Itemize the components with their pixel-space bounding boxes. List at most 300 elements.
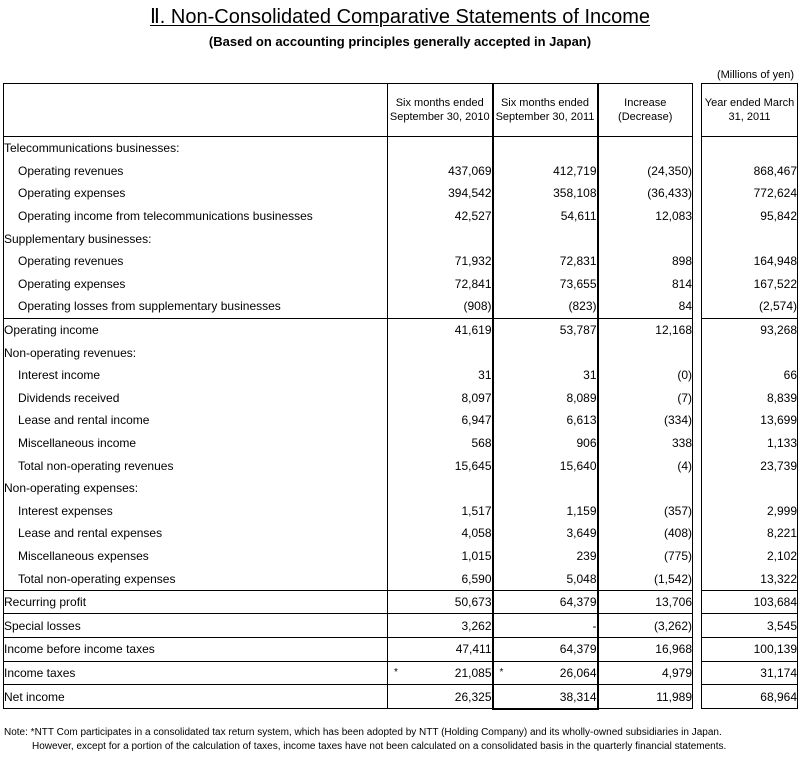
cell-increase [598, 295, 693, 318]
cell-2010-text: 50,673 [454, 595, 492, 610]
cell-2010 [388, 500, 493, 523]
cell-increase-text: 13,706 [655, 595, 692, 610]
cell-gap [693, 454, 702, 477]
cell-2010 [388, 318, 493, 341]
cell-increase [598, 273, 693, 296]
cell-2010 [388, 454, 493, 477]
cell-increase [598, 250, 693, 273]
table-row [4, 614, 798, 638]
cell-2010-text: 1,015 [461, 548, 492, 563]
table-row [4, 273, 798, 296]
cell-year [702, 318, 798, 341]
row-label-text: Operating losses from supplementary businesses [18, 299, 281, 314]
cell-2010 [388, 295, 493, 318]
cell-year [702, 590, 798, 614]
cell-2011 [493, 273, 598, 296]
row-label-text: Special losses [4, 618, 81, 633]
row-label-text: Telecommunications businesses: [4, 141, 180, 156]
cell-year-text: 2,999 [766, 503, 797, 518]
row-label [4, 432, 388, 455]
footnote-line-1: Note: *NTT Com participates in a consolidated tax return system, which has been adopted by NTT (Holding Company) and its wholly-owned subsidiaries in Japan. [4, 727, 722, 738]
cell-increase-text: (357) [663, 503, 692, 518]
row-label-text: Recurring profit [4, 595, 87, 610]
cell-gap [693, 477, 702, 500]
cell-2011-text: 31 [583, 368, 597, 383]
row-label [4, 454, 388, 477]
cell-year [702, 614, 798, 638]
cell-2011 [493, 638, 598, 662]
cell-increase [598, 545, 693, 568]
row-label-text: Miscellaneous income [18, 436, 137, 451]
cell-2011 [493, 387, 598, 410]
cell-increase-text: 11,989 [656, 689, 692, 704]
cell-2011 [493, 500, 598, 523]
cell-increase [598, 205, 693, 228]
cell-year [702, 545, 798, 568]
table-row [4, 522, 798, 545]
cell-increase-text: (3,262) [653, 618, 692, 633]
cell-increase-text: (334) [663, 413, 692, 428]
cell-year [702, 638, 798, 662]
table-row [4, 295, 798, 318]
cell-year [702, 137, 798, 160]
cell-year [702, 477, 798, 500]
row-label [4, 137, 388, 160]
cell-2011-text: 1,159 [566, 503, 597, 518]
cell-2011 [493, 590, 598, 614]
asterisk-marker: * [394, 666, 398, 678]
row-label-text: Interest expenses [18, 503, 113, 518]
table-row [4, 409, 798, 432]
cell-gap [693, 661, 702, 685]
cell-2010-text: 71,932 [454, 254, 492, 269]
cell-year-text: 68,964 [760, 689, 797, 704]
income-statement-table [3, 83, 798, 710]
cell-2010-text: 437,069 [448, 163, 492, 178]
row-label [4, 341, 388, 364]
cell-year-text: 1,133 [766, 436, 797, 451]
asterisk-marker: * [499, 666, 504, 678]
cell-year [702, 454, 798, 477]
cell-increase-text: 814 [671, 276, 692, 291]
table-row [4, 160, 798, 183]
cell-increase-text: 84 [678, 299, 692, 314]
cell-2011-text: 15,640 [559, 458, 597, 473]
cell-year [702, 409, 798, 432]
cell-2011 [493, 318, 598, 341]
cell-year-text: 23,739 [760, 458, 797, 473]
cell-2010-text: 42,527 [454, 209, 492, 224]
cell-2011 [493, 137, 598, 160]
cell-2011 [493, 341, 598, 364]
table-row [4, 590, 798, 614]
cell-year [702, 250, 798, 273]
cell-2011-text: 26,064 [559, 665, 597, 680]
cell-increase-text: (0) [677, 368, 692, 383]
cell-2011-text: 54,611 [560, 209, 597, 224]
cell-gap [693, 685, 702, 709]
cell-year-text: 772,624 [753, 186, 797, 201]
cell-gap [693, 409, 702, 432]
cell-2010-text: 4,058 [461, 526, 492, 541]
row-label [4, 545, 388, 568]
cell-2011-text: 3,649 [566, 526, 597, 541]
row-label [4, 387, 388, 410]
cell-year [702, 182, 798, 205]
cell-year [702, 295, 798, 318]
cell-increase [598, 685, 693, 709]
cell-2010 [388, 614, 493, 638]
cell-year [702, 273, 798, 296]
cell-year-text: 95,842 [760, 209, 797, 224]
header-increase: Increase (Decrease) [598, 84, 693, 137]
cell-gap [693, 545, 702, 568]
cell-2011 [493, 545, 598, 568]
row-label [4, 160, 388, 183]
cell-2010-text: 72,841 [454, 276, 492, 291]
cell-2010 [388, 545, 493, 568]
table-row [4, 205, 798, 228]
cell-2011 [493, 409, 598, 432]
cell-2010-text: 8,097 [461, 390, 492, 405]
cell-increase [598, 182, 693, 205]
cell-2010-text: 21,085 [454, 665, 492, 680]
cell-year-text: 2,102 [766, 548, 797, 563]
cell-2011 [493, 364, 598, 387]
row-label [4, 685, 388, 709]
row-label [4, 273, 388, 296]
row-label [4, 205, 388, 228]
cell-2010 [388, 432, 493, 455]
row-label [4, 638, 388, 662]
cell-gap [693, 614, 702, 638]
row-label-text: Operating revenues [18, 254, 124, 269]
row-label-text: Lease and rental income [18, 413, 150, 428]
cell-increase-text: (408) [663, 526, 692, 541]
cell-2011-text: - [592, 618, 597, 633]
cell-year-text: 100,139 [753, 642, 797, 657]
cell-2011 [493, 614, 598, 638]
table-row [4, 364, 798, 387]
cell-2010-text: 31 [478, 368, 492, 383]
cell-2011-text: 64,379 [559, 642, 597, 657]
row-label [4, 318, 388, 341]
row-label [4, 522, 388, 545]
cell-2011-text: 8,089 [566, 390, 597, 405]
cell-2010-text: 6,947 [461, 413, 492, 428]
footnote-line-2: However, except for a portion of the calculation of taxes, income taxes have not been calculated on a consolidated basis in the quarterly financial statements. [32, 741, 727, 752]
cell-increase-text: 4,979 [661, 665, 692, 680]
cell-year [702, 364, 798, 387]
cell-2010 [388, 160, 493, 183]
cell-increase-text: 16,968 [655, 642, 692, 657]
table-row [4, 545, 798, 568]
row-label-text: Operating expenses [18, 276, 126, 291]
cell-increase-text: (4) [677, 458, 692, 473]
cell-year [702, 387, 798, 410]
cell-increase [598, 364, 693, 387]
cell-increase [598, 341, 693, 364]
cell-year-text: 8,839 [766, 390, 797, 405]
cell-gap [693, 567, 702, 590]
cell-2010-text: 3,262 [461, 618, 492, 633]
row-label-text: Non-operating expenses: [4, 481, 139, 496]
cell-2010-text: 394,542 [448, 186, 492, 201]
cell-increase [598, 638, 693, 662]
cell-increase [598, 500, 693, 523]
cell-year-text: 164,948 [753, 254, 797, 269]
cell-year [702, 522, 798, 545]
cell-increase [598, 318, 693, 341]
cell-2011-text: 53,787 [559, 323, 597, 338]
row-label [4, 227, 388, 250]
cell-2011-text: 73,655 [559, 276, 597, 291]
cell-increase-text: (36,433) [647, 186, 692, 201]
cell-2010 [388, 205, 493, 228]
cell-gap [693, 364, 702, 387]
cell-2011-text: (823) [568, 299, 597, 314]
cell-2011 [493, 160, 598, 183]
row-label-text: Interest income [18, 368, 101, 383]
cell-gap [693, 638, 702, 662]
cell-gap [693, 137, 702, 160]
row-label-text: Total non-operating revenues [18, 458, 174, 473]
header-2011: Six months ended September 30, 2011 [493, 84, 598, 137]
cell-increase [598, 590, 693, 614]
cell-year [702, 341, 798, 364]
cell-increase [598, 409, 693, 432]
table-row [4, 227, 798, 250]
table-row [4, 685, 798, 709]
cell-2010 [388, 273, 493, 296]
cell-2010 [388, 227, 493, 250]
cell-gap [693, 295, 702, 318]
cell-2010-text: 26,325 [454, 689, 492, 704]
table-row [4, 341, 798, 364]
cell-increase [598, 432, 693, 455]
table-row [4, 318, 798, 341]
cell-2011 [493, 432, 598, 455]
cell-year-text: 3,545 [766, 618, 797, 633]
row-label-text: Operating expenses [18, 186, 126, 201]
cell-2010 [388, 638, 493, 662]
row-label [4, 614, 388, 638]
statement-subtitle: (Based on accounting principles generally accepted in Japan) [208, 34, 592, 49]
cell-year [702, 227, 798, 250]
cell-2011-text: 239 [576, 548, 597, 563]
cell-gap [693, 522, 702, 545]
units-label: (Millions of yen) [716, 69, 794, 81]
cell-2010 [388, 522, 493, 545]
header-year: Year ended March 31, 2011 [702, 84, 798, 137]
cell-gap [693, 160, 702, 183]
cell-2010 [388, 409, 493, 432]
cell-year [702, 432, 798, 455]
cell-2011 [493, 522, 598, 545]
cell-year [702, 500, 798, 523]
row-label-text: Operating revenues [18, 163, 124, 178]
cell-increase [598, 387, 693, 410]
row-label-text: Non-operating revenues: [4, 345, 137, 360]
cell-year [702, 205, 798, 228]
header-label-cell [4, 84, 388, 137]
row-label-text: Total non-operating expenses [18, 571, 176, 586]
cell-2011 [493, 661, 598, 685]
cell-2010 [388, 182, 493, 205]
cell-increase-text: 338 [671, 436, 692, 451]
row-label [4, 500, 388, 523]
header-2010: Six months ended September 30, 2010 [388, 84, 493, 137]
cell-increase [598, 567, 693, 590]
cell-2010-text: 15,645 [454, 458, 492, 473]
row-label [4, 182, 388, 205]
row-label-text: Operating income [4, 323, 99, 338]
cell-gap [693, 341, 702, 364]
cell-2011-text: 906 [576, 436, 597, 451]
table-row [4, 250, 798, 273]
cell-gap [693, 227, 702, 250]
row-label-text: Dividends received [18, 390, 120, 405]
cell-increase [598, 227, 693, 250]
cell-gap [693, 590, 702, 614]
cell-increase [598, 614, 693, 638]
cell-year-text: 167,522 [753, 276, 797, 291]
cell-year-text: 31,174 [760, 665, 797, 680]
cell-2011 [493, 477, 598, 500]
cell-2010-text: (908) [463, 299, 492, 314]
cell-gap [693, 205, 702, 228]
cell-2010 [388, 590, 493, 614]
cell-year-text: 93,268 [760, 323, 797, 338]
cell-increase-text: (7) [677, 390, 692, 405]
cell-year-text: 13,699 [760, 413, 797, 428]
cell-increase-text: (1,542) [653, 571, 692, 586]
table-row [4, 661, 798, 685]
cell-2011 [493, 295, 598, 318]
cell-2010-text: 47,411 [455, 642, 492, 657]
cell-year [702, 661, 798, 685]
cell-2010 [388, 661, 493, 685]
row-label [4, 567, 388, 590]
cell-2010 [388, 341, 493, 364]
footnote [4, 726, 798, 754]
row-label-text: Net income [4, 689, 65, 704]
cell-year-text: (2,574) [758, 299, 797, 314]
cell-2011-text: 64,379 [559, 595, 597, 610]
cell-increase [598, 477, 693, 500]
row-label-text: Lease and rental expenses [18, 526, 163, 541]
cell-2010 [388, 364, 493, 387]
table-row [4, 477, 798, 500]
table-row [4, 638, 798, 662]
cell-year [702, 160, 798, 183]
cell-year-text: 13,322 [760, 571, 797, 586]
cell-2010-text: 1,517 [461, 503, 492, 518]
row-label [4, 477, 388, 500]
cell-2011-text: 358,108 [553, 186, 597, 201]
cell-gap [693, 250, 702, 273]
statement-title: Ⅱ. Non-Consolidated Comparative Statements of Income [149, 6, 651, 28]
cell-increase-text: (775) [663, 548, 692, 563]
cell-increase [598, 160, 693, 183]
cell-increase [598, 522, 693, 545]
table-header-row [4, 84, 798, 137]
cell-2011 [493, 205, 598, 228]
cell-2011-text: 6,613 [566, 413, 597, 428]
table-row [4, 454, 798, 477]
cell-2010-text: 41,619 [454, 323, 492, 338]
cell-2011 [493, 454, 598, 477]
table-row [4, 182, 798, 205]
row-label-text: Miscellaneous expenses [18, 548, 149, 563]
cell-increase [598, 454, 693, 477]
table-row [4, 137, 798, 160]
cell-increase-text: 12,168 [655, 323, 692, 338]
cell-year-text: 868,467 [753, 163, 797, 178]
cell-2010-text: 568 [471, 436, 492, 451]
cell-increase [598, 661, 693, 685]
table-row [4, 567, 798, 590]
cell-increase-text: 12,083 [655, 209, 692, 224]
cell-2011 [493, 182, 598, 205]
row-label [4, 590, 388, 614]
row-label [4, 295, 388, 318]
cell-gap [693, 273, 702, 296]
cell-gap [693, 182, 702, 205]
cell-2011-text: 38,314 [559, 689, 597, 704]
cell-increase [598, 137, 693, 160]
cell-gap [693, 500, 702, 523]
cell-2010 [388, 685, 493, 709]
cell-2011-text: 412,719 [553, 163, 597, 178]
row-label [4, 409, 388, 432]
cell-2011-text: 5,048 [566, 571, 597, 586]
row-label-text: Income taxes [4, 665, 76, 680]
cell-2011 [493, 567, 598, 590]
cell-2011 [493, 250, 598, 273]
row-label-text: Operating income from telecommunications businesses [18, 209, 313, 224]
cell-2010 [388, 137, 493, 160]
cell-year-text: 103,684 [753, 595, 797, 610]
row-label-text: Income before income taxes [4, 642, 155, 657]
cell-2010 [388, 477, 493, 500]
cell-2011 [493, 685, 598, 709]
cell-year-text: 66 [783, 368, 797, 383]
cell-year-text: 8,221 [766, 526, 797, 541]
table-row [4, 500, 798, 523]
cell-2011-text: 72,831 [559, 254, 597, 269]
cell-gap [693, 387, 702, 410]
cell-gap [693, 318, 702, 341]
cell-2010-text: 6,590 [461, 571, 492, 586]
cell-increase-text: (24,350) [647, 163, 692, 178]
row-label-text: Supplementary businesses: [4, 231, 152, 246]
table-row [4, 432, 798, 455]
cell-gap [693, 432, 702, 455]
table-row [4, 387, 798, 410]
cell-2010 [388, 250, 493, 273]
header-gap [693, 84, 702, 137]
row-label [4, 250, 388, 273]
cell-2010 [388, 387, 493, 410]
cell-2010 [388, 567, 493, 590]
row-label [4, 661, 388, 685]
row-label [4, 364, 388, 387]
cell-year [702, 685, 798, 709]
cell-year [702, 567, 798, 590]
cell-2011 [493, 227, 598, 250]
cell-increase-text: 898 [671, 254, 692, 269]
